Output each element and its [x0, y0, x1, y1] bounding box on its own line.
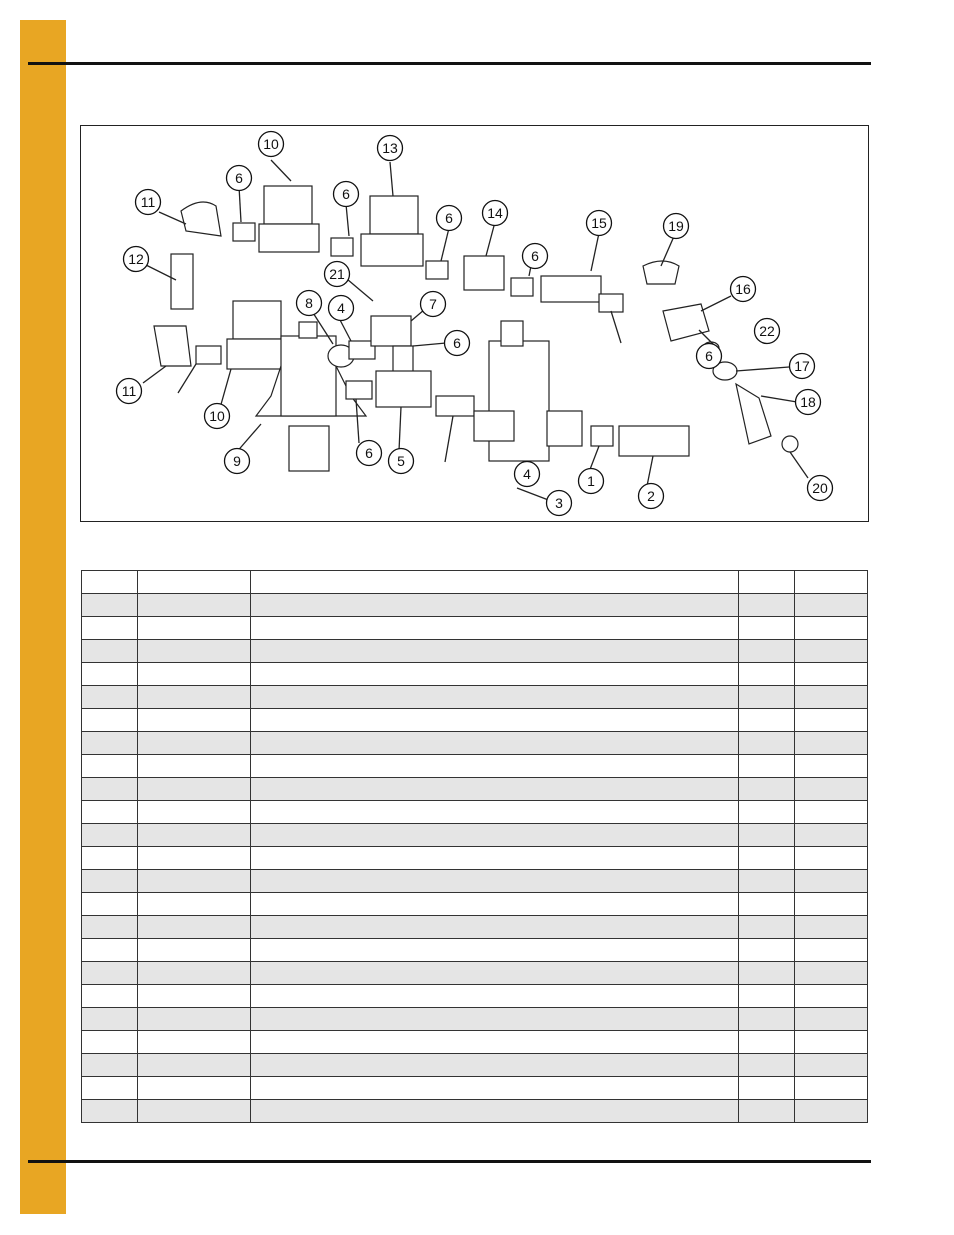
table-cell [795, 663, 868, 686]
table-cell [739, 1054, 795, 1077]
table-cell [795, 916, 868, 939]
callout-number: 8 [305, 295, 313, 311]
table-cell [795, 640, 868, 663]
solenoid-body-part [227, 339, 287, 369]
table-row [82, 640, 868, 663]
callout-number: 5 [397, 453, 405, 469]
table-cell [138, 1008, 251, 1031]
solenoid-coil-part [233, 301, 281, 339]
table-row [82, 686, 868, 709]
callout-number: 13 [382, 140, 398, 156]
header-cell [82, 571, 138, 594]
table-cell [739, 939, 795, 962]
table-cell [739, 893, 795, 916]
table-cell [251, 594, 739, 617]
table-cell [251, 962, 739, 985]
callout-number: 22 [759, 323, 775, 339]
table-cell [251, 985, 739, 1008]
table-cell [795, 686, 868, 709]
table-cell [795, 617, 868, 640]
table-cell [138, 686, 251, 709]
callout-number: 19 [668, 218, 684, 234]
pressure-regulator-part [489, 341, 549, 461]
table-cell [795, 824, 868, 847]
table-row [82, 1100, 868, 1123]
table-cell [739, 1031, 795, 1054]
table-cell [251, 939, 739, 962]
table-cell [82, 663, 138, 686]
callout-number: 12 [128, 251, 144, 267]
callout-number: 6 [453, 335, 461, 351]
callout-bubble [796, 390, 821, 415]
callout-bubble [357, 441, 382, 466]
table-row [82, 732, 868, 755]
callout-number: 10 [209, 408, 225, 424]
callout-bubble [329, 296, 354, 321]
table-cell [251, 1031, 739, 1054]
table-row [82, 1031, 868, 1054]
callout-bubble [117, 379, 142, 404]
callout-number: 6 [705, 348, 713, 364]
nipple-part [331, 238, 353, 256]
table-cell [82, 1008, 138, 1031]
table-row [82, 870, 868, 893]
table-cell [251, 824, 739, 847]
callout-bubble [334, 182, 359, 207]
regulator-cap-part [299, 322, 317, 338]
table-cell [82, 824, 138, 847]
ball-valve-part [541, 276, 601, 302]
screen-part [736, 384, 771, 444]
callout-bubble [325, 262, 350, 287]
table-cell [739, 1008, 795, 1031]
callout-number: 1 [587, 473, 595, 489]
callout-bubble [225, 449, 250, 474]
callout-number: 3 [555, 495, 563, 511]
table-row [82, 939, 868, 962]
callout-bubble [755, 319, 780, 344]
nipple-part [591, 426, 613, 446]
table-cell [251, 801, 739, 824]
callout-bubble [664, 214, 689, 239]
parts-list-table [81, 570, 868, 1123]
table-cell [138, 962, 251, 985]
callout-bubble [547, 491, 572, 516]
table-cell [82, 686, 138, 709]
table-row [82, 617, 868, 640]
header-rule [28, 62, 871, 65]
table-cell [82, 847, 138, 870]
callout-bubble [639, 484, 664, 509]
table-cell [251, 686, 739, 709]
shutoff-valve-part [619, 426, 689, 456]
strainer-body-part [663, 304, 709, 341]
callout-bubble [437, 206, 462, 231]
table-cell [739, 755, 795, 778]
callout-bubble [205, 404, 230, 429]
table-cell [82, 985, 138, 1008]
table-cell [251, 1054, 739, 1077]
table-cell [82, 732, 138, 755]
callout-bubble [445, 331, 470, 356]
table-cell [795, 939, 868, 962]
table-cell [251, 1008, 739, 1031]
table-cell [795, 778, 868, 801]
table-row [82, 801, 868, 824]
table-cell [82, 1031, 138, 1054]
solenoid-coil-part [264, 186, 312, 224]
table-header-row [82, 571, 868, 594]
table-cell [739, 663, 795, 686]
callout-bubble [227, 166, 252, 191]
table-cell [138, 732, 251, 755]
table-cell [138, 663, 251, 686]
table-cell [251, 617, 739, 640]
table-cell [138, 594, 251, 617]
callout-bubble [297, 291, 322, 316]
table-cell [251, 755, 739, 778]
table-cell [739, 916, 795, 939]
table-cell [739, 617, 795, 640]
regulator-port-part [547, 411, 582, 446]
table-cell [795, 1077, 868, 1100]
table-cell [251, 709, 739, 732]
nipple-part [196, 346, 221, 364]
callout-bubble [389, 449, 414, 474]
callout-number: 6 [235, 170, 243, 186]
callout-bubble [483, 201, 508, 226]
table-cell [138, 1031, 251, 1054]
table-cell [251, 916, 739, 939]
table-cell [739, 824, 795, 847]
table-cell [138, 640, 251, 663]
callout-number: 18 [800, 394, 816, 410]
table-cell [82, 594, 138, 617]
table-row [82, 755, 868, 778]
tee-part [464, 256, 504, 290]
table-cell [82, 939, 138, 962]
table-cell [739, 1077, 795, 1100]
regulator-stem-part [501, 321, 523, 346]
table-cell [82, 709, 138, 732]
table-cell [138, 916, 251, 939]
footer-rule [28, 1160, 871, 1163]
table-cell [739, 732, 795, 755]
callout-bubble [579, 469, 604, 494]
solenoid-coil-part [370, 196, 418, 234]
table-row [82, 847, 868, 870]
callout-bubble [515, 462, 540, 487]
table-cell [251, 663, 739, 686]
table-cell [739, 640, 795, 663]
table-cell [138, 824, 251, 847]
table-cell [251, 778, 739, 801]
parts-drawing [81, 126, 868, 521]
callout-number: 11 [121, 383, 137, 399]
header-cell [251, 571, 739, 594]
solenoid-body-part [259, 224, 319, 252]
bushing-part [371, 316, 411, 346]
table-cell [251, 1077, 739, 1100]
nipple-part [346, 381, 372, 399]
table-row [82, 893, 868, 916]
table-cell [138, 1077, 251, 1100]
table-cell [82, 1077, 138, 1100]
callout-number: 15 [591, 215, 607, 231]
side-color-bar [20, 20, 66, 1214]
table-cell [739, 985, 795, 1008]
table-row [82, 778, 868, 801]
callout-number: 9 [233, 453, 241, 469]
table-cell [795, 709, 868, 732]
table-row [82, 985, 868, 1008]
table-cell [739, 686, 795, 709]
table-cell [82, 617, 138, 640]
nipple-part [599, 294, 623, 312]
table-cell [82, 870, 138, 893]
table-cell [82, 755, 138, 778]
callout-bubble [697, 344, 722, 369]
table-cell [82, 801, 138, 824]
table-cell [795, 1054, 868, 1077]
elbow-part [154, 326, 191, 366]
table-cell [251, 870, 739, 893]
plug-part [782, 436, 798, 452]
callout-bubble [378, 136, 403, 161]
callout-number: 6 [531, 248, 539, 264]
elbow-part [181, 202, 221, 236]
table-row [82, 916, 868, 939]
table-cell [138, 1054, 251, 1077]
table-row [82, 1008, 868, 1031]
table-cell [739, 594, 795, 617]
table-cell [739, 870, 795, 893]
callout-number: 10 [263, 136, 279, 152]
regulator-flange-part [474, 411, 514, 441]
table-cell [251, 732, 739, 755]
table-cell [795, 1008, 868, 1031]
table-cell [82, 962, 138, 985]
header-cell [795, 571, 868, 594]
table-cell [138, 755, 251, 778]
callout-number: 6 [365, 445, 373, 461]
table-cell [82, 1100, 138, 1123]
table-row [82, 824, 868, 847]
callout-bubble [808, 476, 833, 501]
callout-bubble [790, 354, 815, 379]
table-cell [82, 778, 138, 801]
table-cell [138, 939, 251, 962]
header-cell [138, 571, 251, 594]
callout-bubble [421, 292, 446, 317]
callout-number: 6 [445, 210, 453, 226]
callout-number: 16 [735, 281, 751, 297]
table-cell [138, 985, 251, 1008]
table-row [82, 594, 868, 617]
table-cell [251, 893, 739, 916]
nipple-part [171, 254, 193, 309]
callout-number: 7 [429, 296, 437, 312]
solenoid-body-part [361, 234, 423, 266]
callout-number: 2 [647, 488, 655, 504]
table-cell [138, 870, 251, 893]
table-cell [138, 617, 251, 640]
table-cell [138, 801, 251, 824]
table-cell [251, 1100, 739, 1123]
table-cell [82, 640, 138, 663]
table-cell [138, 709, 251, 732]
callout-bubble [259, 132, 284, 157]
callout-bubble [731, 277, 756, 302]
header-cell [739, 571, 795, 594]
table-cell [795, 755, 868, 778]
table-row [82, 709, 868, 732]
callout-number: 14 [487, 205, 503, 221]
table-cell [82, 916, 138, 939]
table-cell [739, 962, 795, 985]
callout-number: 20 [812, 480, 828, 496]
table-cell [138, 1100, 251, 1123]
exploded-parts-diagram [80, 125, 869, 522]
regulator-body-part [281, 336, 336, 416]
callout-number: 4 [337, 300, 345, 316]
table-cell [795, 847, 868, 870]
table-cell [795, 801, 868, 824]
callout-bubble [124, 247, 149, 272]
callout-number: 4 [523, 466, 531, 482]
table-cell [795, 962, 868, 985]
table-cell [739, 709, 795, 732]
table-cell [251, 640, 739, 663]
table-row [82, 962, 868, 985]
callout-number: 21 [329, 266, 345, 282]
nipple-part [233, 223, 255, 241]
callout-number: 17 [794, 358, 810, 374]
nipple-part [426, 261, 448, 279]
table-cell [251, 847, 739, 870]
table-cell [82, 893, 138, 916]
table-cell [739, 801, 795, 824]
table-cell [739, 1100, 795, 1123]
table-cell [739, 778, 795, 801]
table-cell [795, 594, 868, 617]
table-cell [739, 847, 795, 870]
table-cell [138, 893, 251, 916]
callout-layer [117, 132, 833, 516]
table-cell [82, 1054, 138, 1077]
table-cell [138, 847, 251, 870]
callout-bubble [136, 190, 161, 215]
tee-part [376, 371, 431, 407]
table-cell [795, 985, 868, 1008]
nipple-part [511, 278, 533, 296]
table-cell [138, 778, 251, 801]
callout-number: 11 [140, 194, 156, 210]
table-row [82, 663, 868, 686]
table-cell [795, 1031, 868, 1054]
table-row [82, 1077, 868, 1100]
table-cell [795, 870, 868, 893]
callout-bubble [523, 244, 548, 269]
table-cell [795, 1100, 868, 1123]
table-cell [795, 893, 868, 916]
regulator-bottom-part [289, 426, 329, 471]
table-row [82, 1054, 868, 1077]
table-cell [795, 732, 868, 755]
callout-number: 6 [342, 186, 350, 202]
callout-bubble [587, 211, 612, 236]
nipple-part [436, 396, 474, 416]
